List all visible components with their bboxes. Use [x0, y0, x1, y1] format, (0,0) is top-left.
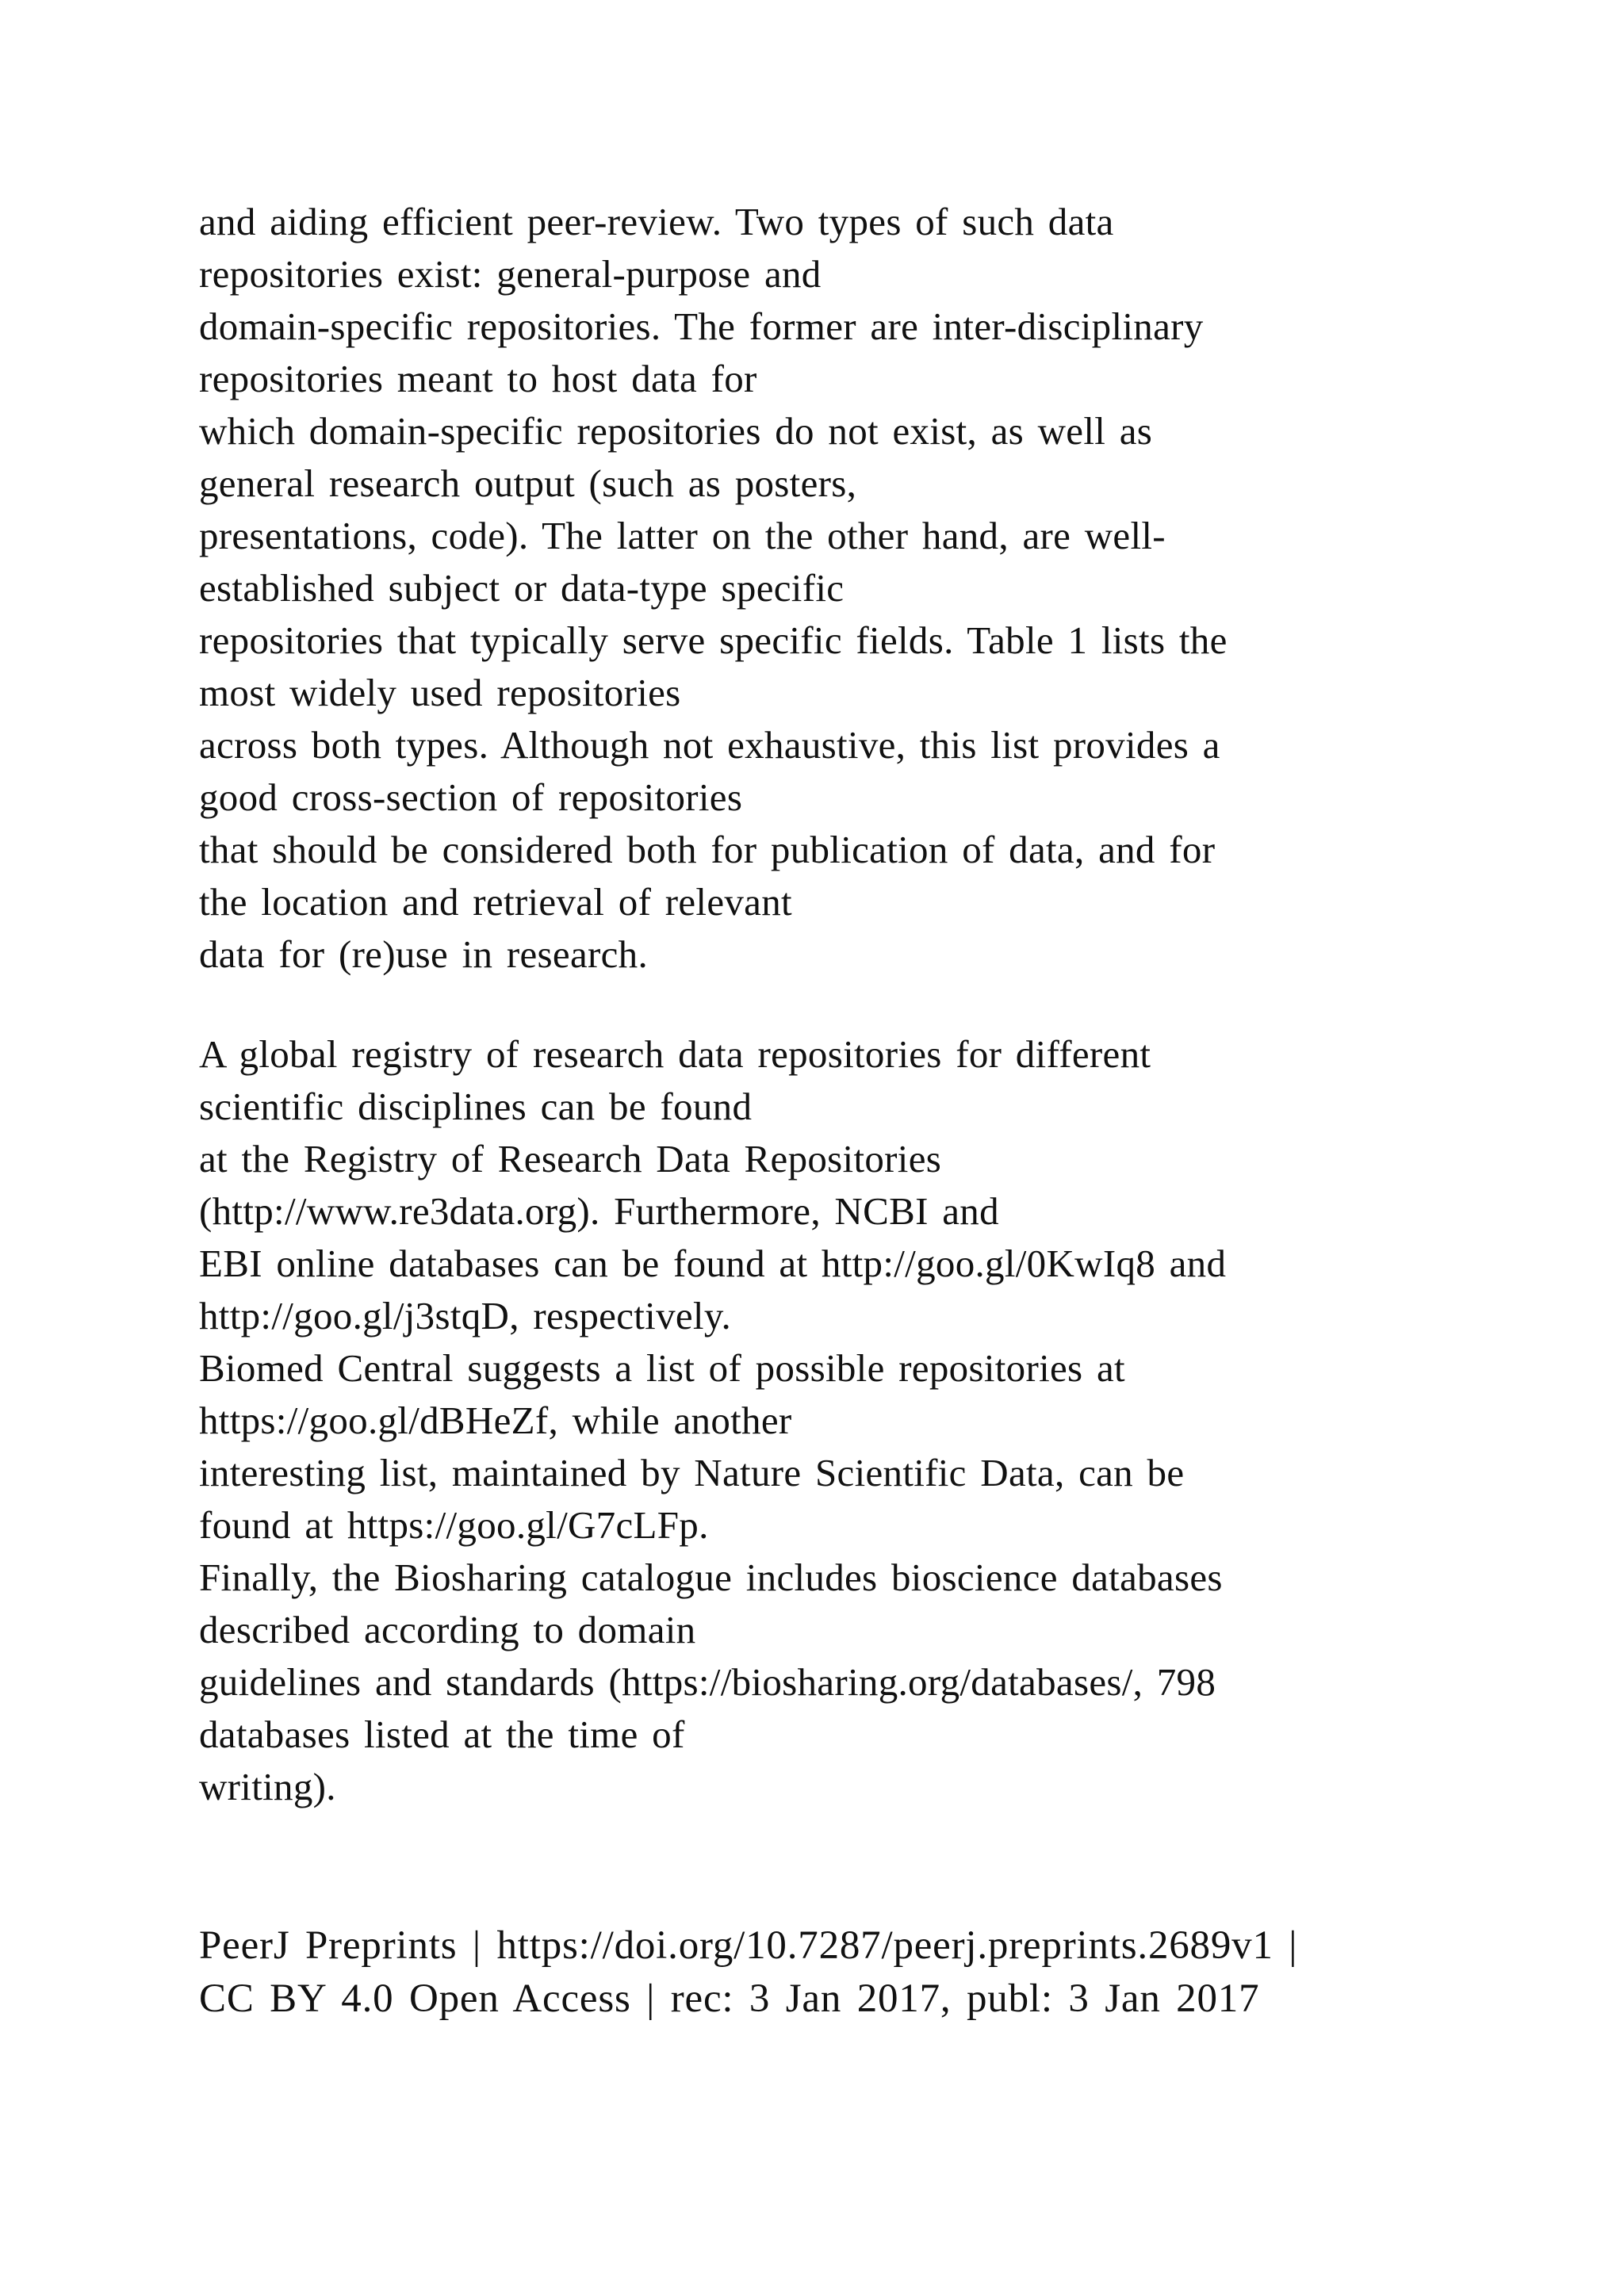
- text-line: A global registry of research data repositories for different: [199, 1032, 1151, 1076]
- text-line: data for (re)use in research.: [199, 932, 649, 976]
- text-line: writing).: [199, 1765, 336, 1808]
- text-line: repositories meant to host data for: [199, 357, 757, 400]
- text-line: https://goo.gl/dBHeZf, while another: [199, 1399, 792, 1442]
- text-line: the location and retrieval of relevant: [199, 880, 792, 924]
- text-line: found at https://goo.gl/G7cLFp.: [199, 1503, 709, 1547]
- text-line: interesting list, maintained by Nature Scientific Data, can be: [199, 1451, 1185, 1494]
- text-line: across both types. Although not exhaustive, this list provides a: [199, 723, 1220, 767]
- text-line: most widely used repositories: [199, 671, 681, 714]
- text-line: described according to domain: [199, 1608, 696, 1651]
- text-line: databases listed at the time of: [199, 1712, 685, 1756]
- footer-line: PeerJ Preprints | https://doi.org/10.7287/peerj.preprints.2689v1 |: [199, 1923, 1298, 1968]
- text-line: good cross-section of repositories: [199, 775, 743, 819]
- text-line: and aiding efficient peer-review. Two types of such data: [199, 200, 1114, 243]
- paragraph-data-repositories: [199, 196, 1468, 981]
- text-line: repositories exist: general-purpose and: [199, 252, 822, 296]
- text-line: established subject or data-type specific: [199, 566, 845, 610]
- footer-line: CC BY 4.0 Open Access | rec: 3 Jan 2017, publ: 3 Jan 2017: [199, 1976, 1260, 2021]
- text-line: general research output (such as posters,: [199, 461, 857, 505]
- preprint-footer: [199, 1919, 1468, 2026]
- text-line: that should be considered both for publication of data, and for: [199, 828, 1216, 871]
- text-line: Finally, the Biosharing catalogue includes bioscience databases: [199, 1556, 1223, 1599]
- text-line: Biomed Central suggests a list of possible repositories at: [199, 1346, 1125, 1390]
- text-line: EBI online databases can be found at http://goo.gl/0KwIq8 and: [199, 1242, 1227, 1285]
- paragraph-repository-registries: [199, 1028, 1468, 1813]
- text-line: scientific disciplines can be found: [199, 1085, 753, 1128]
- text-line: at the Registry of Research Data Repositories: [199, 1137, 942, 1181]
- text-line: (http://www.re3data.org). Furthermore, NCBI and: [199, 1189, 999, 1233]
- text-line: http://goo.gl/j3stqD, respectively.: [199, 1294, 732, 1337]
- text-line: which domain-specific repositories do not exist, as well as: [199, 409, 1153, 453]
- text-line: presentations, code). The latter on the other hand, are well-: [199, 514, 1166, 557]
- text-line: domain-specific repositories. The former are inter-disciplinary: [199, 304, 1204, 348]
- text-line: guidelines and standards (https://biosharing.org/databases/, 798: [199, 1660, 1216, 1704]
- text-line: repositories that typically serve specific fields. Table 1 lists the: [199, 618, 1228, 662]
